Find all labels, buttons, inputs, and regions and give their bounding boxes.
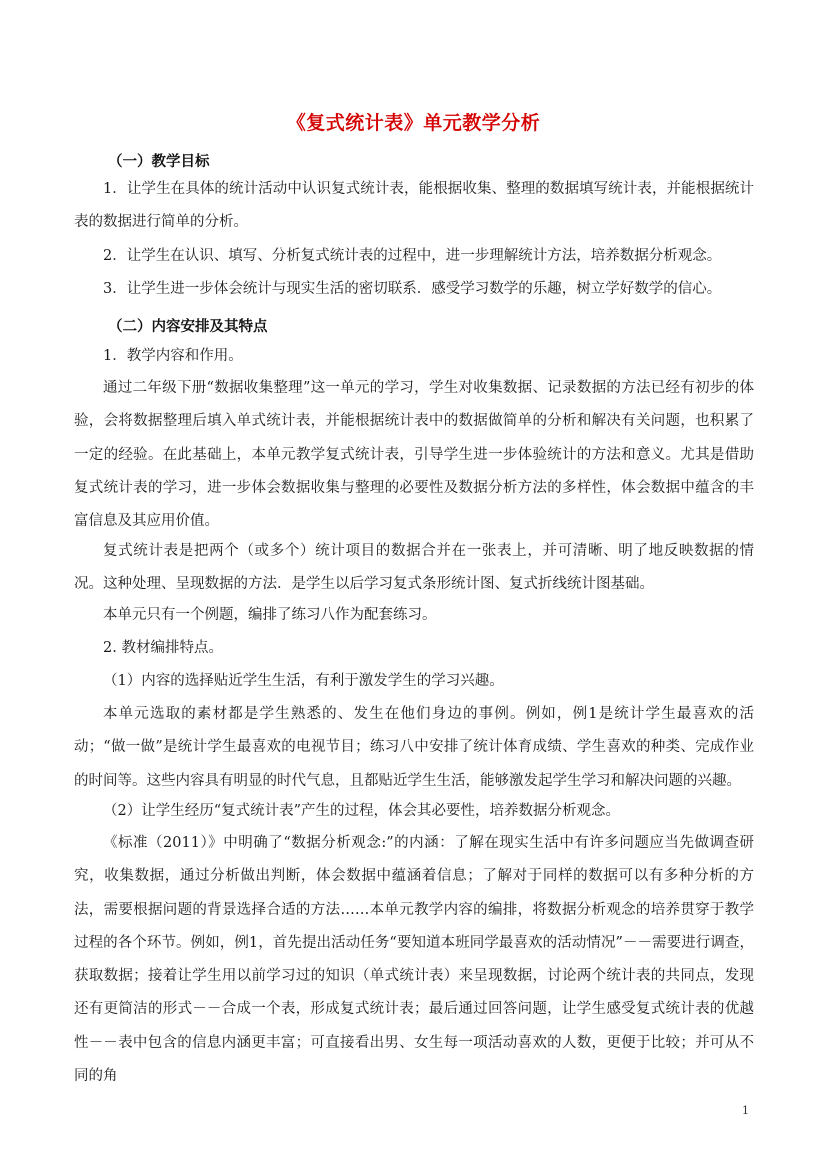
paragraph-feature-2: 2. 教材编排特点。 [103,640,223,656]
paragraph-feature-2-2-body: 《标准（2011）》中明确了“数据分析观念:”的内涵：了解在现实生活中有许多问题应当先做调查研究，收集数据，通过分析做出判断，体会数据中蕴涵着信息；了解对于同样的数据可以有多种分析的方法，需要根据问题的背景选择合适的方法……本单元教学内容的编排，将数据分析观念的培养贯穿于教学过程的各个环节。例如，例1，首先提出活动任务“要知道本班同学最喜欢的活动情况”－－需要进行调查，获取数据；接着让学生用以前学习过的知识（单式统计表）来呈现数据，讨论两个统计表的共同点，发现还有更简洁的形式－－合成一个表，形成复式统计表；最后通过回答问题，让学生感受复式统计表的优越性－－表中包含的信息内涵更丰富；可直接看出男、女生每一项活动喜欢的人数，更便于比较；并可从不同的角 [74,835,754,1085]
paragraph-feature-2-2: （2）让学生经历“复式统计表”产生的过程，体会其必要性，培养数据分析观念。 [103,803,621,819]
document-title: 《复式统计表》单元教学分析 [286,112,541,134]
paragraph-objective-2: 2．让学生在认识、填写、分析复式统计表的过程中，进一步理解统计方法，培养数据分析观念。 [103,248,722,264]
paragraph-objective-3: 3．让学生进一步体会统计与现实生活的密切联系．感受学习数学的乐趣，树立学好数学的信心。 [103,281,722,297]
paragraph-feature-2-1-body: 本单元选取的素材都是学生熟悉的、发生在他们身边的事例。例如，例1是统计学生最喜欢的活动；“做一做”是统计学生最喜欢的电视节目；练习八中安排了统计体育成绩、学生喜欢的种类、完成作业的时间等。这些内容具有明显的时代气息，且都贴近学生生活，能够激发起学生学习和解决问题的兴趣。 [74,706,754,789]
paragraph-objective-1: 1．让学生在具体的统计活动中认识复式统计表，能根据收集、整理的数据填写统计表，并能根据统计表的数据进行简单的分析。 [74,181,754,231]
section-heading-content: （二）内容安排及其特点 [108,319,268,335]
paragraph-content-2: 通过二年级下册“数据收集整理”这一单元的学习，学生对收集数据、记录数据的方法已经有初步的体验，会将数据整理后填入单式统计表，并能根据统计表中的数据做简单的分析和解决有关问题，也积累了一定的经验。在此基础上，本单元教学复式统计表，引导学生进一步体验统计的方法和意义。尤其是借助复式统计表的学习，进一步体会数据收集与整理的必要性及数据分析方法的多样性，体会数据中蕴含的丰富信息及其应用价值。 [74,380,754,530]
page-number: 1 [742,1104,749,1117]
paragraph-feature-2-1: （1）内容的选择贴近学生生活，有利于激发学生的学习兴趣。 [103,673,504,689]
paragraph-content-1: 1．教学内容和作用。 [103,348,243,364]
paragraph-content-4: 本单元只有一个例题，编排了练习八作为配套练习。 [103,607,437,623]
paragraph-content-3: 复式统计表是把两个（或多个）统计项目的数据合并在一张表上，并可清晰、明了地反映数据的情况。这种处理、呈现数据的方法．是学生以后学习复式条形统计图、复式折线统计图基础。 [74,543,754,593]
section-heading-objectives: （一）教学目标 [108,154,210,170]
